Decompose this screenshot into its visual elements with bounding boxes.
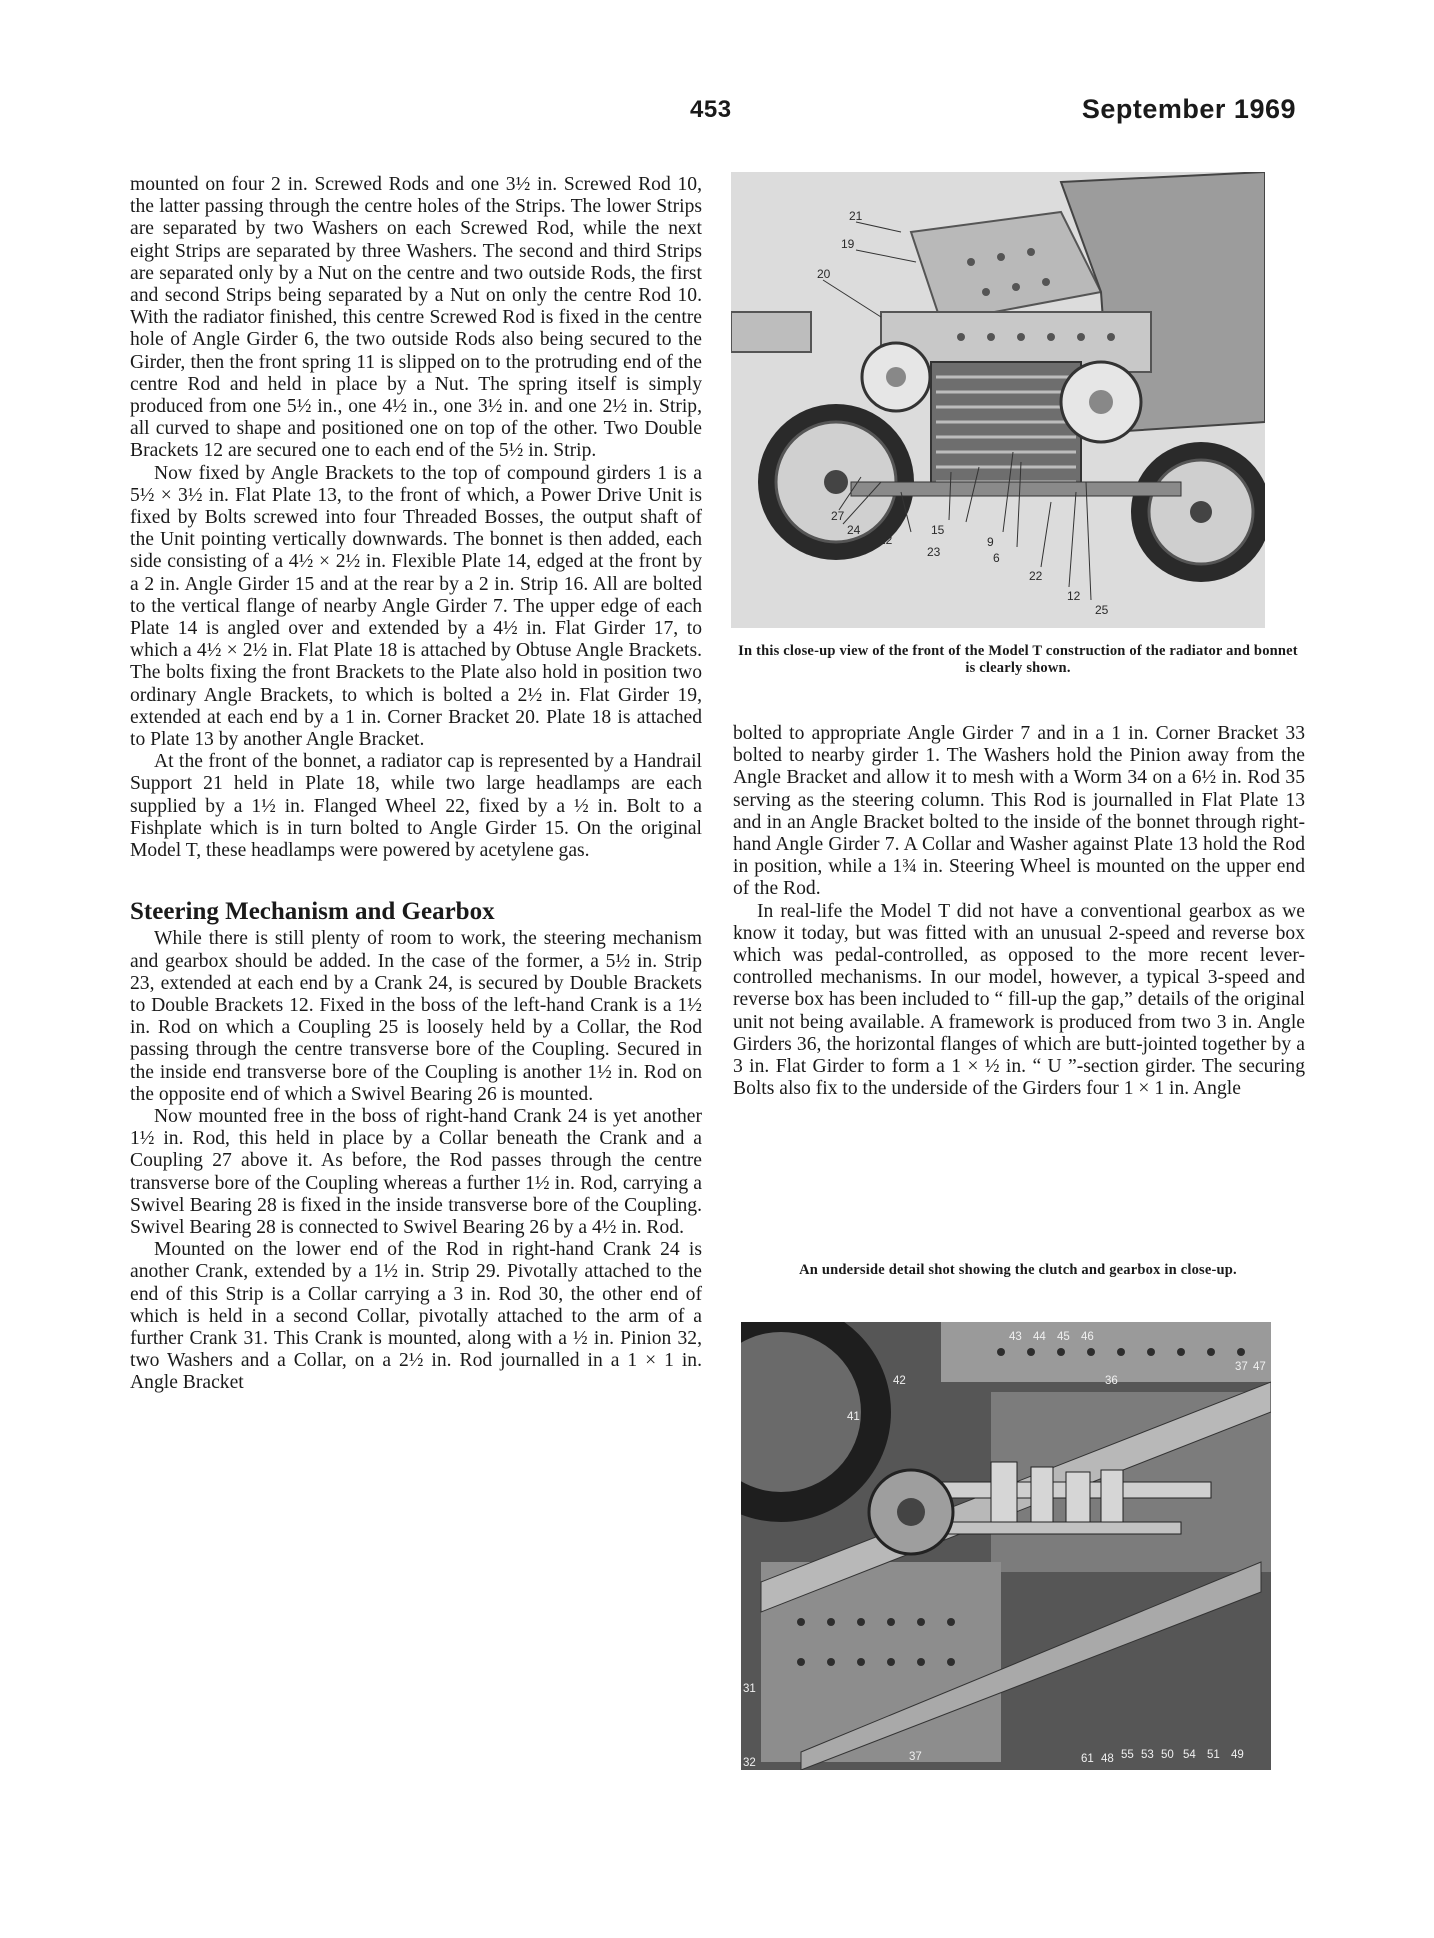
- callout-label: 45: [1057, 1331, 1070, 1343]
- gearbox-underside-photo: [741, 1322, 1271, 1770]
- callout-label: 37: [909, 1751, 922, 1763]
- callout-label: 43: [1009, 1331, 1022, 1343]
- callout-label: 54: [1183, 1749, 1196, 1761]
- paragraph: bolted to appropriate Angle Girder 7 and in a 1 in. Corner Bracket 33 bolted to nearby girder 1. The Washers hold the Pinion away from the Angle Bracket and allow it to mesh with a Worm 34 on a 6½ in. Rod 35 serving as the steering column. This Rod is journalled in Flat Plate 13 and in an Angle Bracket bolted to the inside of the bonnet through right-hand Angle Girder 7. A Collar and Washer against Plate 13 hold the Rod in position, while a 1¾ in. Steering Wheel is mounted on the upper end of the Rod.: [733, 723, 1305, 900]
- callout-label: 41: [847, 1411, 860, 1423]
- photo-caption: In this close-up view of the front of the Model T construction of the radiator and bonnet is clearly shown.: [738, 643, 1298, 676]
- callout-label: 36: [1105, 1375, 1118, 1387]
- paragraph: At the front of the bonnet, a radiator cap is represented by a Handrail Support 21 held in Plate 18, while two large headlamps are each supplied by a 1½ in. Flanged Wheel 22, fixed by a ½ in. Bolt to a Fishplate which is in turn bolted to Angle Girder 15. On the original Model T, these headlamps were powered by acetylene gas.: [130, 751, 702, 862]
- page-number: 453: [690, 96, 732, 123]
- callout-label: 53: [1141, 1749, 1154, 1761]
- callout-label: 42: [893, 1375, 906, 1387]
- right-column: [733, 723, 1305, 1100]
- callout-label: 20: [817, 267, 831, 281]
- callout-label: 37: [1235, 1361, 1248, 1373]
- callout-label: 55: [1121, 1749, 1134, 1761]
- callout-label: 15: [931, 523, 945, 537]
- callout-label: 6: [993, 551, 1000, 565]
- paragraph: Now mounted free in the boss of right-hand Crank 24 is yet another 1½ in. Rod, this held in place by a Collar beneath the Crank and a Coupling 27 above it. As before, the Rod passes through the centre transverse bore of the Coupling whereas a further 1½ in. Rod, carrying a Swivel Bearing 28 is fixed in the inside transverse bore of the Coupling. Swivel Bearing 28 is connected to Swivel Bearing 26 by a 4½ in. Rod.: [130, 1105, 702, 1238]
- callout-label: 22: [1029, 569, 1043, 583]
- callout-label: 51: [1207, 1749, 1220, 1761]
- callout-label: 46: [1081, 1331, 1094, 1343]
- callout-label: 31: [743, 1683, 756, 1695]
- callout-label: 49: [1231, 1749, 1244, 1761]
- callout-label: 23: [927, 545, 941, 559]
- callout-label: 47: [1253, 1361, 1266, 1373]
- callout-label: 9: [987, 535, 994, 549]
- callout-label: 50: [1161, 1749, 1174, 1761]
- callout-label: 12: [879, 533, 893, 547]
- callout-label: 12: [1067, 589, 1081, 603]
- callout-label: 61: [1081, 1753, 1094, 1765]
- callout-label: 25: [1095, 603, 1109, 617]
- photo-caption: An underside detail shot showing the clutch and gearbox in close-up.: [799, 1262, 1237, 1278]
- paragraph: Mounted on the lower end of the Rod in right-hand Crank 24 is another Crank, extended by a 1½ in. Strip 29. Pivotally attached to the end of this Strip is a Collar carrying a 3 in. Rod 30, the other end of which is held in a second Collar, pivotally attached to the arm of a further Crank 31. This Crank is mounted, along with a ½ in. Pinion 32, two Washers and a Collar, on a 2½ in. Rod journalled in a 1 × 1 in. Angle Bracket: [130, 1239, 702, 1394]
- callout-label: 21: [849, 209, 863, 223]
- callout-label: 19: [841, 237, 855, 251]
- paragraph: Now fixed by Angle Brackets to the top of compound girders 1 is a 5½ × 3½ in. Flat Plate 13, to the front of which, a Power Drive Unit is fixed by Bolts screwed into four Threaded Bosses, the output shaft of the Unit pointing vertically downwards. The bonnet is then added, each side consisting of a 4½ × 2½ in. Flexible Plate 14, edged at the front by a 2 in. Angle Girder 15 and at the rear by a 2 in. Strip 16. All are bolted to the vertical flange of nearby Angle Girder 7. The upper edge of each Plate 14 is angled over and extended by a 4½ in. Flat Girder 17, to which a 4½ × 2½ in. Flat Plate 18 is attached by Obtuse Angle Brackets. The bolts fixing the front Brackets to the Plate also hold in position two ordinary Angle Brackets, to which is bolted a 2½ in. Flat Girder 19, extended at each end by a 1 in. Corner Bracket 20. Plate 18 is attached to Plate 13 by another Angle Bracket.: [130, 462, 702, 751]
- callout-label: 48: [1101, 1753, 1114, 1765]
- callout-label: 44: [1033, 1331, 1046, 1343]
- callout-label: 27: [831, 509, 845, 523]
- section-heading: Steering Mechanism and Gearbox: [130, 898, 495, 926]
- paragraph: In real-life the Model T did not have a conventional gearbox as we know it today, but was fitted with an unusual 2-speed and reverse box which was pedal-controlled, as opposed to the more recent lever-controlled mechanisms. In our model, however, a typical 3-speed and reverse box has been included to “ fill-up the gap,” details of the original unit not being available. A framework is produced from two 3 in. Angle Girders 36, the horizontal flanges of which are butt-jointed together by a 3 in. Flat Girder to form a 1 × ½ in. “ U ”-section girder. The securing Bolts also fix to the underside of the Girders four 1 × 1 in. Angle: [733, 900, 1305, 1100]
- paragraph: mounted on four 2 in. Screwed Rods and one 3½ in. Screwed Rod 10, the latter passing through the centre holes of the Strips. The lower Strips are separated by two Washers on each Screwed Rod, while the next eight Strips are separated by three Washers. The second and third Strips are separated only by a Nut on the centre and two outside Rods, the first and second Strips being separated by a Nut on only the centre Rod 10. With the radiator finished, this centre Screwed Rod is fixed in the centre hole of Angle Girder 6, the two outside Rods also being secured to the Girder, then the front spring 11 is slipped on to the protruding end of the centre Rod and held in place by a Nut. The spring itself is simply produced from one 5½ in., one 4½ in., one 3½ in. and one 2½ in. Strip, all curved to shape and positioned one on top of the other. Two Double Brackets 12 are secured one to each end of the 5½ in. Strip.: [130, 174, 702, 462]
- left-column: [130, 174, 702, 1395]
- front-closeup-photo: [731, 172, 1265, 628]
- issue-date: September 1969: [1081, 94, 1296, 124]
- paragraph: While there is still plenty of room to work, the steering mechanism and gearbox should be added. In the case of the former, a 5½ in. Strip 23, extended at each end by a Crank 24, is secured by Double Brackets to Double Brackets 12. Fixed in the boss of the left-hand Crank is a 1½ in. Rod on which a Coupling 25 is loosely held by a Collar, the Rod passing through the centre transverse bore of the Coupling. Secured in the inside end transverse bore of the Coupling is another 1½ in. Rod on the opposite end of which a Swivel Bearing 26 is mounted.: [130, 928, 702, 1105]
- callout-label: 32: [743, 1757, 756, 1769]
- callout-label: 24: [847, 523, 861, 537]
